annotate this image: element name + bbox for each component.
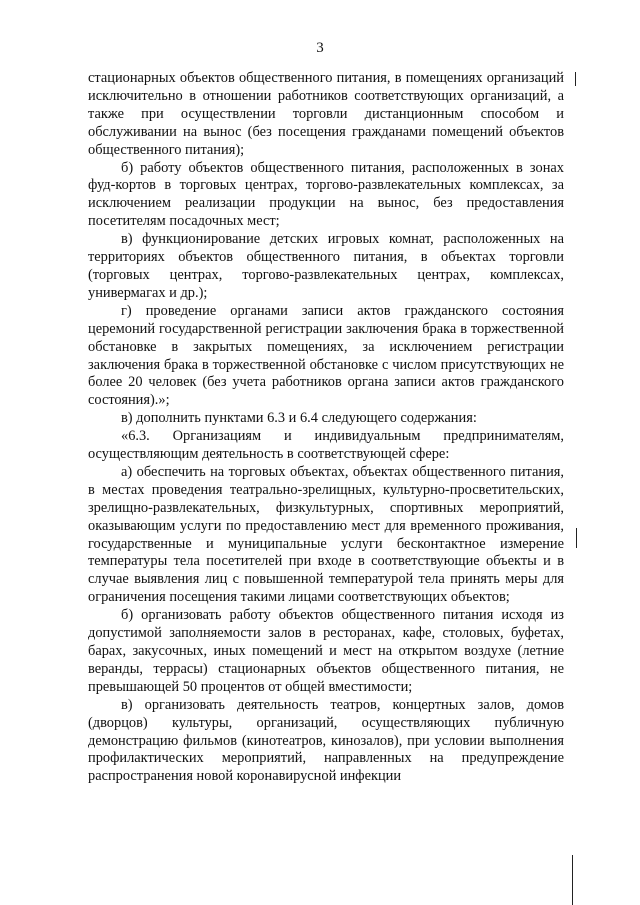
paragraph-item-a-temperature: а) обеспечить на торговых объектах, объектах общественного питания, в местах проведения театрально-зрелищных, культурно-просветительских, зрелищно-развлекательных, физкультурных, спортивных мероприятий, оказывающим услуги по предоставлению мест для временного проживания, государственные и муниципальные услуги бесконтактное измерение температуры тела посетителей при входе в соответствующие объекты и в случае выявления лиц с повышенной температурой тела принять меры для ограничения посещения такими лицами соответствующих объектов; (88, 463, 564, 606)
paragraph-item-v-theatres: в) организовать деятельность театров, концертных залов, домов (дворцов) культуры, организаций, осуществляющих публичную демонстрацию фильмов (кинотеатров, кинозалов), при условии выполнения профилактических мероприятий, направленных на предупреждение распространения новой коронавирусной инфекции (88, 696, 564, 785)
paragraph-item-b-occupancy: б) организовать работу объектов общественного питания исходя из допустимой заполняемости залов в ресторанах, кафе, столовых, буфетах, барах, закусочных, иных помещений и мест на открытом воздухе (летние веранды, террасы) стационарных объектов общественного питания, не превышающей 50 процентов от общей вместимости; (88, 607, 564, 695)
paragraph-item-v-play-rooms: в) функционирование детских игровых комнат, расположенных на территориях объектов общественного питания, в объектах торговли (торговых центрах, торгово-развлекательных центрах, комплексах, универмагах и др.); (88, 231, 564, 301)
paragraph-item-g-marriage-ceremonies: г) проведение органами записи актов гражданского состояния церемоний государственной регистрации заключения брака в торжественной обстановке в закрытых помещениях, за исключением регистрации заключения брака в торжественной обстановке с числом присутствующих не более 20 человек (без учета работников органа записи актов гражданского состояния).»; (88, 302, 564, 409)
paragraph-continuation: стационарных объектов общественного питания, в помещениях организаций исключительно в отношении работников соответствующих организаций, а также при осуществлении торговли дистанционным способом и обслуживании на вынос (без посещения гражданами помещений объектов общественного питания); (88, 70, 564, 158)
paragraph-clause-6-3: «6.3. Организациям и индивидуальным предпринимателям, осуществляющим деятельность в соответствующей сфере: (88, 428, 564, 463)
paragraph-amendment-intro: в) дополнить пунктами 6.3 и 6.4 следующего содержания: (121, 410, 477, 427)
scan-edge-mark-top (575, 72, 576, 86)
scan-edge-mark-middle (576, 528, 577, 548)
scan-edge-mark-bottom (572, 855, 573, 905)
paragraph-item-b-food-courts: б) работу объектов общественного питания, расположенных в зонах фуд-кортов в торговых центрах, торгово-развлекательных комплексах, за исключением реализации продукции на вынос, без предоставления посетителям посадочных мест; (88, 159, 564, 230)
document-body (88, 70, 564, 786)
page-number: 3 (316, 40, 324, 56)
